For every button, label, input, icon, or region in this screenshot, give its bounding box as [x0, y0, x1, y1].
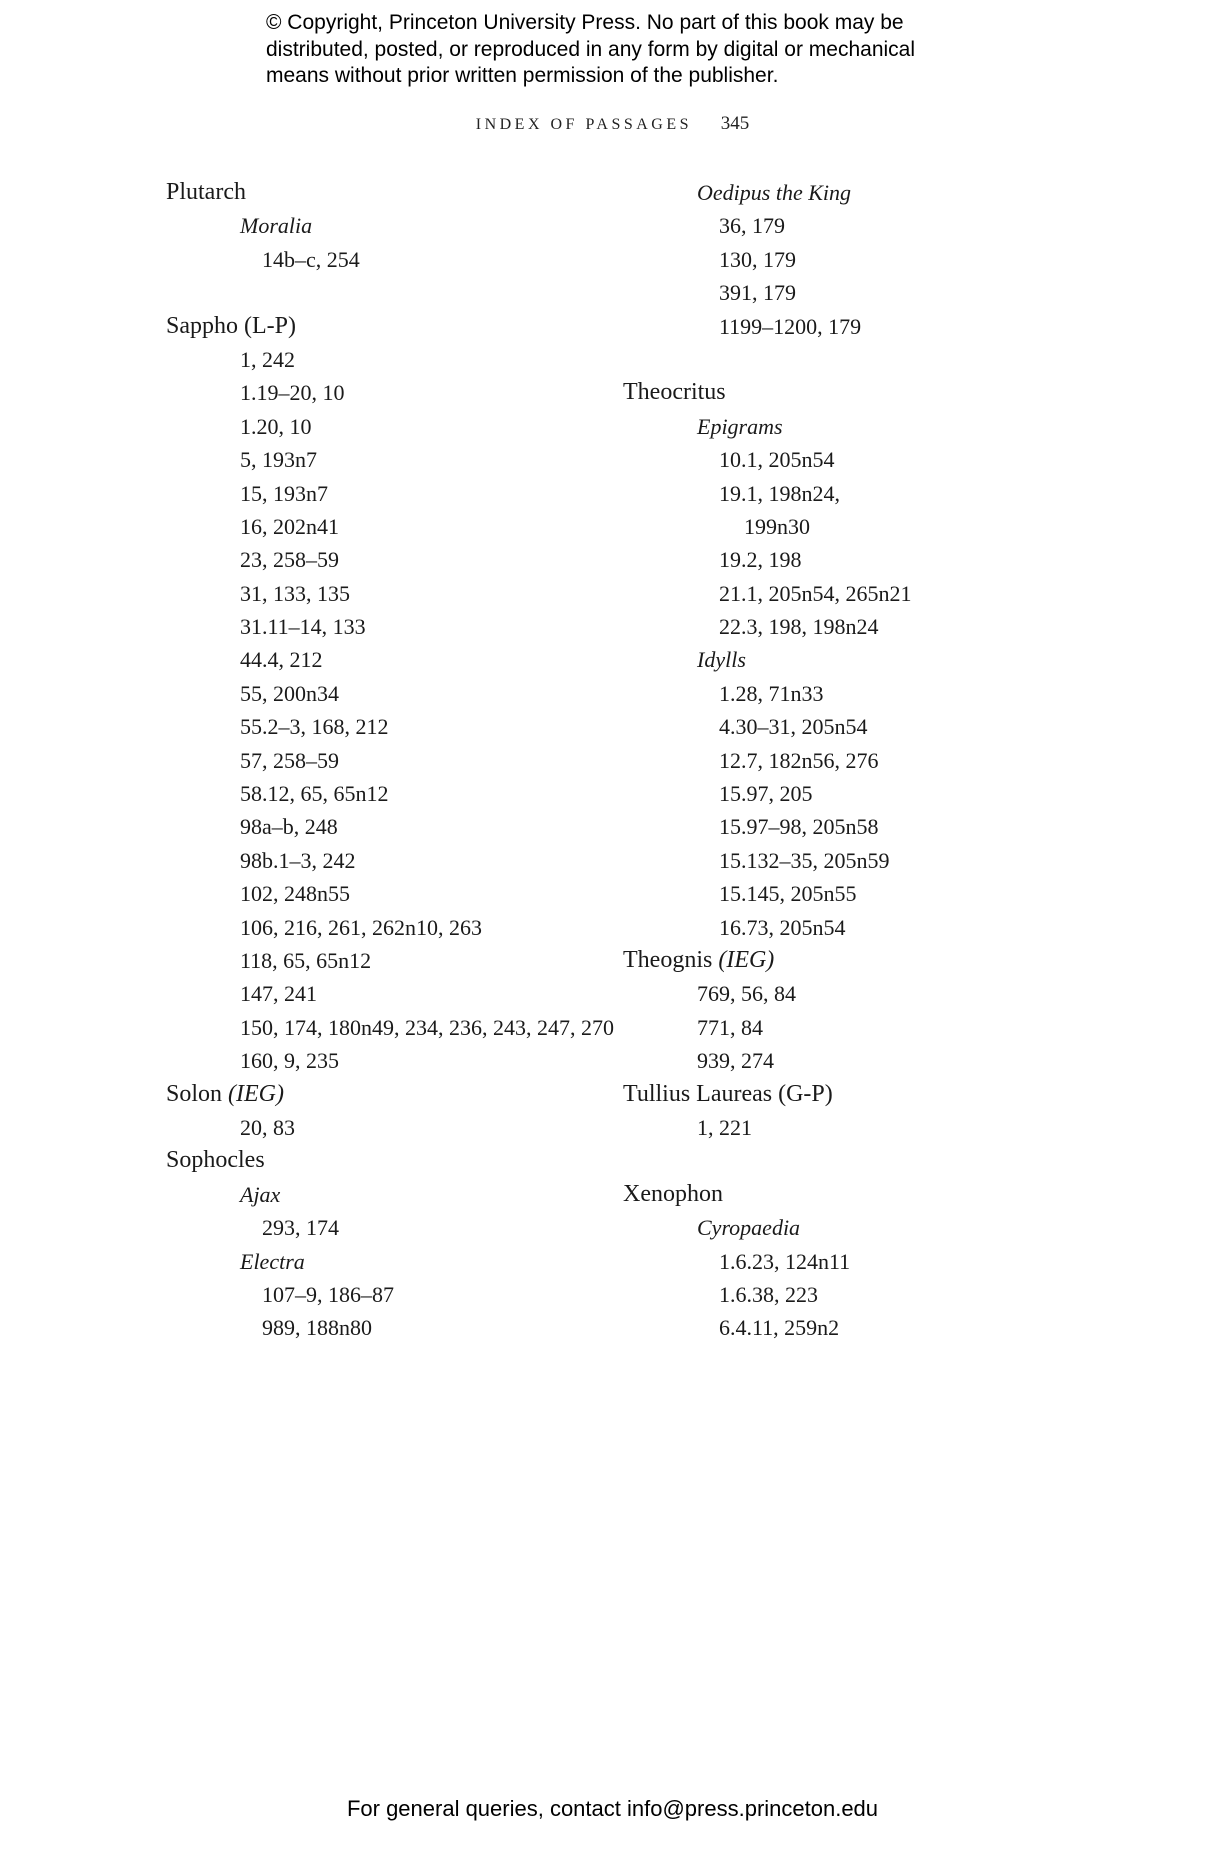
index-entry: 57, 258–59	[240, 747, 339, 773]
copyright-line: © Copyright, Princeton University Press. No part of this book may be	[266, 11, 904, 34]
index-entry: 23, 258–59	[240, 547, 339, 573]
index-work: Electra	[240, 1248, 305, 1274]
index-entry: 55.2–3, 168, 212	[240, 714, 389, 740]
index-work: Moralia	[240, 213, 313, 239]
index-author: Plutarch	[166, 179, 246, 205]
index-work: Idylls	[697, 647, 746, 673]
index-author: Tullius Laureas (G-P)	[623, 1080, 833, 1107]
index-column-left	[166, 176, 614, 1345]
contact-footer: For general queries, contact info@press.princeton.edu	[346, 1796, 879, 1821]
index-author	[166, 1078, 614, 1111]
index-entry: 44.4, 212	[240, 647, 323, 673]
index-entry: 16.73, 205n54	[719, 914, 846, 940]
index-entry: 4.30–31, 205n54	[719, 714, 868, 740]
index-entry: 106, 216, 261, 262n10, 263	[240, 914, 482, 940]
index-entry: 55, 200n34	[240, 680, 339, 706]
index-entry: 1, 242	[240, 346, 295, 372]
index-entry: 15.145, 205n55	[719, 881, 857, 907]
index-entry: 22.3, 198, 198n24	[719, 614, 879, 640]
index-author: Sophocles	[166, 1147, 265, 1174]
index-entry: 1199–1200, 179	[719, 313, 862, 339]
index-entry: 14b–c, 254	[262, 246, 360, 272]
index-work: Epigrams	[697, 413, 783, 439]
index-entry: 58.12, 65, 65n12	[240, 781, 389, 807]
index-entry: 19.2, 198	[719, 547, 802, 573]
index-author	[623, 944, 912, 977]
running-head-title: INDEX OF PASSAGES	[475, 116, 693, 133]
index-entry: 6.4.11, 259n2	[719, 1315, 840, 1341]
index-entry: 1.19–20, 10	[240, 380, 345, 406]
index-entry: 1.6.23, 124n11	[719, 1248, 851, 1274]
index-entry: 107–9, 186–87	[262, 1281, 394, 1307]
index-entry: 98b.1–3, 242	[240, 847, 356, 873]
index-work: Oedipus the King	[697, 180, 851, 205]
index-author: Sappho (L-P)	[166, 312, 296, 339]
copyright-line: means without prior written permission of the publisher.	[266, 64, 779, 87]
index-entry: 16, 202n41	[240, 513, 339, 539]
copyright-line: distributed, posted, or reproduced in any form by digital or mechanical	[266, 37, 916, 61]
index-entry: 5, 193n7	[240, 447, 317, 473]
running-head	[0, 113, 1225, 135]
index-entry: 31.11–14, 133	[240, 614, 366, 640]
copyright-notice	[266, 10, 986, 90]
index-entry: 19.1, 198n24,	[719, 480, 840, 506]
index-entry: 15.132–35, 205n59	[719, 847, 890, 873]
index-entry: 1.28, 71n33	[719, 680, 824, 706]
index-entry: 98a–b, 248	[240, 814, 338, 840]
index-entry: 293, 174	[262, 1215, 339, 1241]
index-author: Xenophon	[623, 1180, 723, 1207]
index-entry: 15.97–98, 205n58	[719, 814, 879, 840]
index-entry: 130, 179	[719, 246, 796, 272]
author-name: Solon	[166, 1080, 223, 1107]
index-entry: 12.7, 182n56, 276	[719, 747, 879, 773]
index-entry: 150, 174, 180n49, 234, 236, 243, 247, 270	[240, 1014, 614, 1040]
index-entry: 102, 248n55	[240, 881, 350, 907]
index-entry: 10.1, 205n54	[719, 447, 835, 473]
index-entry: 771, 84	[697, 1014, 763, 1040]
index-entry: 939, 274	[697, 1048, 774, 1074]
index-entry: 15, 193n7	[240, 480, 328, 506]
index-entry: 769, 56, 84	[697, 981, 796, 1007]
edition-abbrev: (IEG)	[228, 1080, 284, 1107]
index-work: Ajax	[240, 1181, 281, 1207]
index-entry: 391, 179	[719, 280, 796, 306]
index-author: Theocritus	[623, 379, 726, 406]
index-entry: 1.6.38, 223	[719, 1281, 818, 1307]
index-entry: 36, 179	[719, 213, 785, 239]
index-entry: 20, 83	[240, 1114, 295, 1140]
index-column-right	[623, 176, 912, 1345]
index-entry: 21.1, 205n54, 265n21	[719, 580, 912, 606]
index-entry: 31, 133, 135	[240, 580, 350, 606]
index-work: Cyropaedia	[697, 1215, 801, 1241]
index-entry: 1.20, 10	[240, 413, 312, 439]
index-entry: 15.97, 205	[719, 781, 813, 807]
edition-abbrev: (IEG)	[718, 946, 775, 973]
author-name: Theognis	[623, 946, 713, 973]
index-entry: 989, 188n80	[262, 1315, 372, 1341]
index-entry: 1, 221	[697, 1114, 752, 1140]
index-entry: 147, 241	[240, 981, 317, 1007]
page-number: 345	[720, 113, 750, 134]
index-entry: 118, 65, 65n12	[240, 947, 372, 973]
index-entry-continued: 199n30	[744, 513, 810, 539]
index-entry: 160, 9, 235	[240, 1048, 339, 1074]
